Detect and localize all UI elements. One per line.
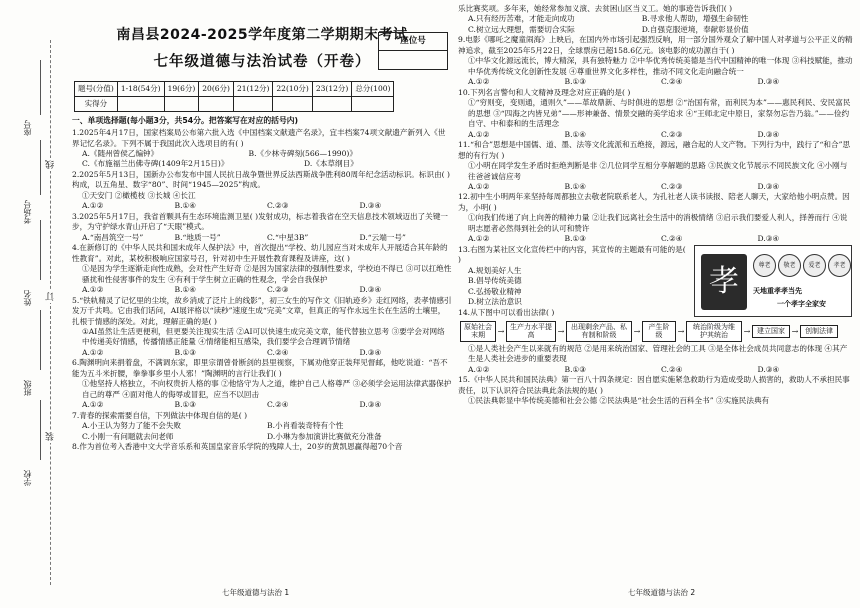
option[interactable]: D.③④ xyxy=(359,400,382,410)
score-header-row xyxy=(75,82,394,97)
class-label: 班级 xyxy=(23,380,32,396)
option[interactable]: B.“地质一号” xyxy=(174,232,221,242)
option[interactable]: B.①④ xyxy=(564,129,587,139)
page-footer-left: 七年级道德与法治 1 xyxy=(222,587,290,597)
q2-items: ①天安门 ②橄榄枝 ③长城 ④长江 xyxy=(82,190,196,200)
question-14: 14.从下图中可以看出法律( ) xyxy=(458,307,555,317)
option[interactable]: A.①② xyxy=(82,201,104,211)
score-input-cell[interactable] xyxy=(199,97,234,112)
option[interactable]: C.②④ xyxy=(267,347,289,357)
option[interactable]: D.小琳为参加演讲比赛做充分准备 xyxy=(267,431,382,441)
question-4: 4.在新修订的《中华人民共和国未成年人保护法》中，首次提出“学校、幼儿园应当对未成年人开展适合其年龄的性教育”。对此，某校积极响应国家号召，针对初中生开展性教育课程及讲座，这( ) xyxy=(72,243,448,263)
question-15: 15.《中华人民共和国民法典》第一百八十四条规定：因自愿实施紧急救助行为造成受助人损害的，救助人不承担民事责任，以下认识符合民法典此条法规的是( ) xyxy=(458,375,850,395)
option[interactable]: C.②④ xyxy=(661,77,683,87)
score-header-cell: 20(6分) xyxy=(199,82,234,97)
option[interactable]: A.小王认为努力了能不会失败 xyxy=(82,421,182,431)
page-right xyxy=(458,4,854,604)
q4-items: ①是因为学生逐渐走向性成熟，会对性产生好奇 ②是因为国家法律的强制性要求，学校迫不得已 ③可以扛绝性骚扰和性侵害事件的发生 ④有利于学生树立正确的性观念，学会自我保护 xyxy=(82,264,452,284)
name-label: 姓名 xyxy=(23,290,32,306)
question-13: 13.右图为某社区文化宣传栏中的内容，其宣传的主题最有可能的是( ) xyxy=(458,244,686,265)
q5-options xyxy=(72,348,452,358)
score-row-label: 实得分 xyxy=(75,97,118,112)
option[interactable]: C.树立远大理想，需要切合实际 xyxy=(468,24,575,34)
score-header-cell: 总分(100) xyxy=(352,82,394,97)
option[interactable]: D.③④ xyxy=(757,181,780,191)
exam-title: 南昌县2024-2025学年度第二学期期末考试 xyxy=(116,27,408,43)
question-3: 3.2025年5月17日，我省首颗具有生态环境监测卫星( )发射成功，标志着我省在空天信息技术领域迈出了关键一步，为守护绿水青山开启了“天眼”模式。 xyxy=(72,211,448,232)
seat-blank[interactable] xyxy=(40,60,41,115)
option[interactable]: C.弘扬敬业精神 xyxy=(468,286,522,296)
score-input-cell[interactable] xyxy=(233,97,272,112)
poster-xiao-character: 孝 xyxy=(701,254,747,310)
option[interactable]: A.①② xyxy=(82,285,104,295)
poster-medal: 敬老 xyxy=(778,254,801,277)
q2-options xyxy=(72,201,452,211)
q11-items: ①小明在同学发生矛盾时拒绝判断是非 ②几位同学互相分享解题的思路 ③民族文化节展示不同民族文化 ④小刚与往爸爸诚信应考 xyxy=(468,161,848,181)
flow-box: 出现剩余产品、私有制和阶级 xyxy=(566,321,632,342)
option[interactable]: B.小肖看装奇特有个性 xyxy=(267,421,344,431)
poster-medal: 孝老 xyxy=(828,254,851,277)
flow-box: 建立国家 xyxy=(752,325,790,337)
school-label: 学校 xyxy=(23,470,32,486)
cut-mark-line: 线 xyxy=(46,160,56,169)
option[interactable]: C.②③ xyxy=(267,285,289,295)
exam-room-blank[interactable] xyxy=(40,140,41,195)
score-table xyxy=(74,81,394,112)
poster-caption: 天地重孝孝当先 xyxy=(753,285,802,295)
q4-options xyxy=(72,285,452,295)
question-10: 10.下列名言警句和人文精神及理念对应正确的是( ) xyxy=(458,87,631,97)
option[interactable]: D.“云端一号” xyxy=(359,232,406,242)
option[interactable]: A.①② xyxy=(468,181,490,191)
class-blank[interactable] xyxy=(40,310,41,370)
arrow-right-icon: → xyxy=(633,326,641,336)
option[interactable]: C.“中星3B” xyxy=(267,232,309,242)
q6-options xyxy=(72,400,452,410)
option[interactable]: A.《随州曾侯乙编钟》 xyxy=(82,149,159,158)
option[interactable]: D.③④ xyxy=(359,285,382,295)
question-1: 1.2025年4月17日，国家档案局公布第六批入选《中国档案文献遗产名录》，宜丰档案74项文献遗产新列入《世界记忆名录》。下列不属于我国此次入选项目的有( ) xyxy=(72,128,446,148)
arrow-right-icon: → xyxy=(497,326,505,336)
option[interactable]: C.②④ xyxy=(661,364,683,374)
score-header-cell: 23(12分) xyxy=(312,82,351,97)
score-input-cell[interactable] xyxy=(117,97,164,112)
poster-caption: 一个孝字全家安 xyxy=(777,298,826,308)
q7-options-row2 xyxy=(72,432,452,442)
q3-options xyxy=(72,233,452,243)
arrow-right-icon: → xyxy=(791,326,799,336)
option[interactable]: D.③④ xyxy=(757,364,780,374)
flow-box: 产生阶级 xyxy=(642,321,676,342)
score-input-cell[interactable] xyxy=(352,97,394,112)
q5-items: ①AI虽然让生活更便利，但更要关注现实生活 ②AI可以快速生成完美文章，能代替独立思考 ③要学会对网络中传递美好情感，传播情感正能量 ④情绪能相互感染，我们要学会合理调节情绪 xyxy=(82,326,445,347)
option[interactable]: A.①② xyxy=(468,129,490,139)
option[interactable]: A.“南昌筑空一号” xyxy=(82,232,144,242)
option[interactable]: B.《少林寺碑刻(566—1990)》 xyxy=(248,149,357,158)
question-11: 11.“和合”思想是中国儒、道、墨、法等文化流派和五绝接，源远，融合起的人文产物。下列行为中，践行了“和合”思想的有行为( ) xyxy=(458,140,851,160)
option[interactable]: B.①③ xyxy=(174,347,197,357)
q8-options-row2 xyxy=(458,25,854,35)
score-input-cell[interactable] xyxy=(312,97,351,112)
option[interactable]: D.③④ xyxy=(757,129,780,139)
question-8: 8.作为首位考入香港中文大学音乐系和英国皇家音乐学院的残障人士，20岁的黄凯恩赢得超70个音 xyxy=(72,442,403,452)
q15-items: ①民法典彰显中华传统美德和社会公德 ②民法典是“社会生活的百科全书” ③实施民法典有 xyxy=(468,396,770,406)
score-header-cell: 题号(分值) xyxy=(75,82,118,97)
option[interactable]: B.①③ xyxy=(564,234,587,244)
question-7: 7.青春的探索需要自信，下列做法中体现自信的是( ) xyxy=(72,410,248,420)
name-blank[interactable] xyxy=(40,220,41,280)
score-header-cell: 1-18(54分) xyxy=(117,82,164,97)
page-footer-right: 七年级道德与法治 2 xyxy=(628,587,696,597)
arrow-right-icon: → xyxy=(743,326,751,336)
law-origin-flowchart xyxy=(460,321,854,342)
exam-room-label: 考场号 xyxy=(23,200,32,224)
seat-number-box[interactable] xyxy=(378,32,448,70)
option[interactable]: A.①② xyxy=(82,347,104,357)
section-heading: 一、单项选择题(每小题3分，共54分。把答案写在对应的括号内) xyxy=(72,116,299,126)
seat-label: 座号 xyxy=(23,120,32,136)
option[interactable]: B.①③ xyxy=(564,364,587,374)
option[interactable]: A.①② xyxy=(468,234,490,244)
q10-items: ①“穷则变，变则通，通则久”——革故鼎新、与时俱进的思想 ②“治国有常，而利民为本”——惠民利民、安民富民的思想 ③“四海之内皆兄弟”——形神兼备、情景交融的美学追求 ④“王师北定中原日，家祭勿忘告乃翁。”——俭约自守、中和泰和的生活理念 xyxy=(468,98,851,129)
flow-box: 原始社会末期 xyxy=(460,321,496,342)
poster-medal: 爱老 xyxy=(803,254,826,277)
option[interactable]: B.①④ xyxy=(174,201,197,211)
q12-options xyxy=(458,234,854,244)
option[interactable]: B.倡导传统美德 xyxy=(468,276,522,286)
q1-options-row1 xyxy=(72,149,452,159)
option[interactable]: B.①④ xyxy=(564,181,587,191)
question-13-block xyxy=(458,245,854,308)
option[interactable]: D.树立法治意识 xyxy=(468,297,522,307)
option[interactable]: B.寻求他人帮助，增强生命韧性 xyxy=(641,14,749,24)
cut-mark-bind: 装 xyxy=(46,432,56,441)
option[interactable]: C.小刚一有问题就去问老师 xyxy=(82,431,174,441)
binding-margin xyxy=(0,0,66,608)
option[interactable]: A.规划美好人生 xyxy=(468,265,522,275)
option[interactable]: C.②④ xyxy=(267,400,289,410)
option[interactable]: C.②④ xyxy=(661,234,683,244)
option[interactable]: A.①② xyxy=(468,77,490,87)
q14-items: ①是人类社会产生以来就有的规范 ②是用来统治国家、管理社会的工具 ③是全体社会成员共同意志的体现 ④其产生是人类社会进步的重要表现 xyxy=(468,343,848,364)
q1-options-row2 xyxy=(72,159,452,169)
score-header-cell: 19(6分) xyxy=(164,82,199,97)
school-blank[interactable] xyxy=(40,400,41,460)
cut-line xyxy=(50,40,51,585)
option[interactable]: C.②③ xyxy=(267,201,289,211)
option[interactable]: D.《本草纲目》 xyxy=(304,159,358,169)
question-2: 2.2025年5月13日，国新办公布发布中国人民抗日战争暨世界反法西斯战争胜利80周年纪念活动标识。标识由( )构成，以五角星、数字“80”、时间“1945—2025”构成。 xyxy=(72,169,450,190)
option[interactable]: D.③④ xyxy=(359,201,382,211)
q10-options xyxy=(458,130,854,140)
option[interactable]: B.①③ xyxy=(174,400,197,410)
q11-options xyxy=(458,182,854,192)
score-input-cell[interactable] xyxy=(273,97,312,112)
question-8-continued: 乐比赛奖项。多年来，她经常参加义演、去贫困山区当义工。她的事迹告诉我们( ) xyxy=(458,4,733,13)
q14-options xyxy=(458,365,854,375)
option[interactable]: B.①④ xyxy=(174,285,197,295)
option[interactable]: D.③④ xyxy=(757,234,780,244)
option[interactable]: B.①③ xyxy=(564,77,587,87)
exam-subtitle: 七年级道德与法治试卷（开卷） xyxy=(153,54,371,71)
option[interactable]: A.只有经历苦难，才能走向成功 xyxy=(468,14,575,24)
poster-medal: 尊老 xyxy=(753,254,776,277)
seat-number-label: 座位号 xyxy=(379,33,447,51)
score-header-cell: 21(12分) xyxy=(233,82,272,97)
score-header-cell: 22(10分) xyxy=(273,82,312,97)
question-6: 6.陶渊明向来捐着盘，不满调东家，即里宗谓曾骨断剑的县里视察，下属劝他穿正装拜见督邮，他吃说道：“吾不能为五斗米折腰，拳拳事乡里小人邪！”陶渊明的言行让我们( ) xyxy=(72,358,448,378)
option[interactable]: D.自强克服逆境，奉献彰显价值 xyxy=(641,24,749,34)
question-9: 9.电影《哪吒之魔童闹海》上映后，在国内外市场引起强烈反响，用一部分国外观众了解中国人对孝道与公平正义的精神追求，截至2025年5月22日，全球票房已超158.6亿元。该电影的成功源自于( ) xyxy=(458,35,853,55)
q9-options xyxy=(458,77,854,87)
cut-mark-order: 订 xyxy=(46,292,56,301)
flow-box: 创制法律 xyxy=(800,325,838,337)
q9-items: ①中华文化源远流长，博大精深，具有独特魅力 ②中华优秀传统美德是当代中国精神的唯一体现 ③科技赋能，推动中华优秀传统文化创新性发展 ④尊重世界文化多样性，推动不同文化走向融合统一 xyxy=(468,56,853,76)
flow-box: 统治阶级为维护其统治 xyxy=(686,321,742,342)
arrow-right-icon: → xyxy=(677,326,685,336)
q7-options-row1 xyxy=(72,421,452,431)
option[interactable]: D.③④ xyxy=(757,77,780,87)
option[interactable]: C.《布施福兰出佛寺碑(1409年2月15日)》 xyxy=(82,159,229,169)
option[interactable]: D.③④ xyxy=(359,347,382,357)
page-left xyxy=(72,4,452,604)
score-value-row xyxy=(75,97,394,112)
q6-items: ①他坚持人格独立，不向权贵折人格的事 ②他恪守为人之道，维护自己人格尊严 ③必须学会运用法律武器保护自己的尊严 ④面对他人的侮辱或冒犯，应当不以回击 xyxy=(82,379,452,399)
flow-box: 生产力水平提高 xyxy=(506,321,556,342)
question-12: 12.初中生小明两年来坚持每周都独立去敬老院联系老人，为孔社老人读书读报、陪老人聊天，大家给他小明点赞。因为，小明( ) xyxy=(458,192,850,212)
question-5: 5.“铁轨精灵了记忆里的尘埃，故乡消成了泛片上的线影”，初三女生的写作文《旧轨迹乡》走红网络，表孝情感引发万千共鸣。它由我们话问，AI展评格以“读秒”速度生成“完美”文章，但真正的写作永远生长在生活的土壤里，扎根于情感的深处。对此，理解正确的是( ) xyxy=(72,295,452,326)
q8-options-row1 xyxy=(458,14,854,24)
arrow-right-icon: → xyxy=(557,326,565,336)
option[interactable]: C.②③ xyxy=(661,129,683,139)
option[interactable]: A.①② xyxy=(468,364,490,374)
score-input-cell[interactable] xyxy=(164,97,199,112)
filial-piety-poster xyxy=(694,245,852,317)
q12-items: ①向我们传递了向上向善的精神力量 ②让我们远离社会生活中的消极情绪 ③启示我们要爱人利人，择善而行 ④说明志愿者必然得到社会的认可和赞许 xyxy=(468,213,848,233)
option[interactable]: C.②③ xyxy=(661,181,683,191)
option[interactable]: A.①② xyxy=(82,400,104,410)
